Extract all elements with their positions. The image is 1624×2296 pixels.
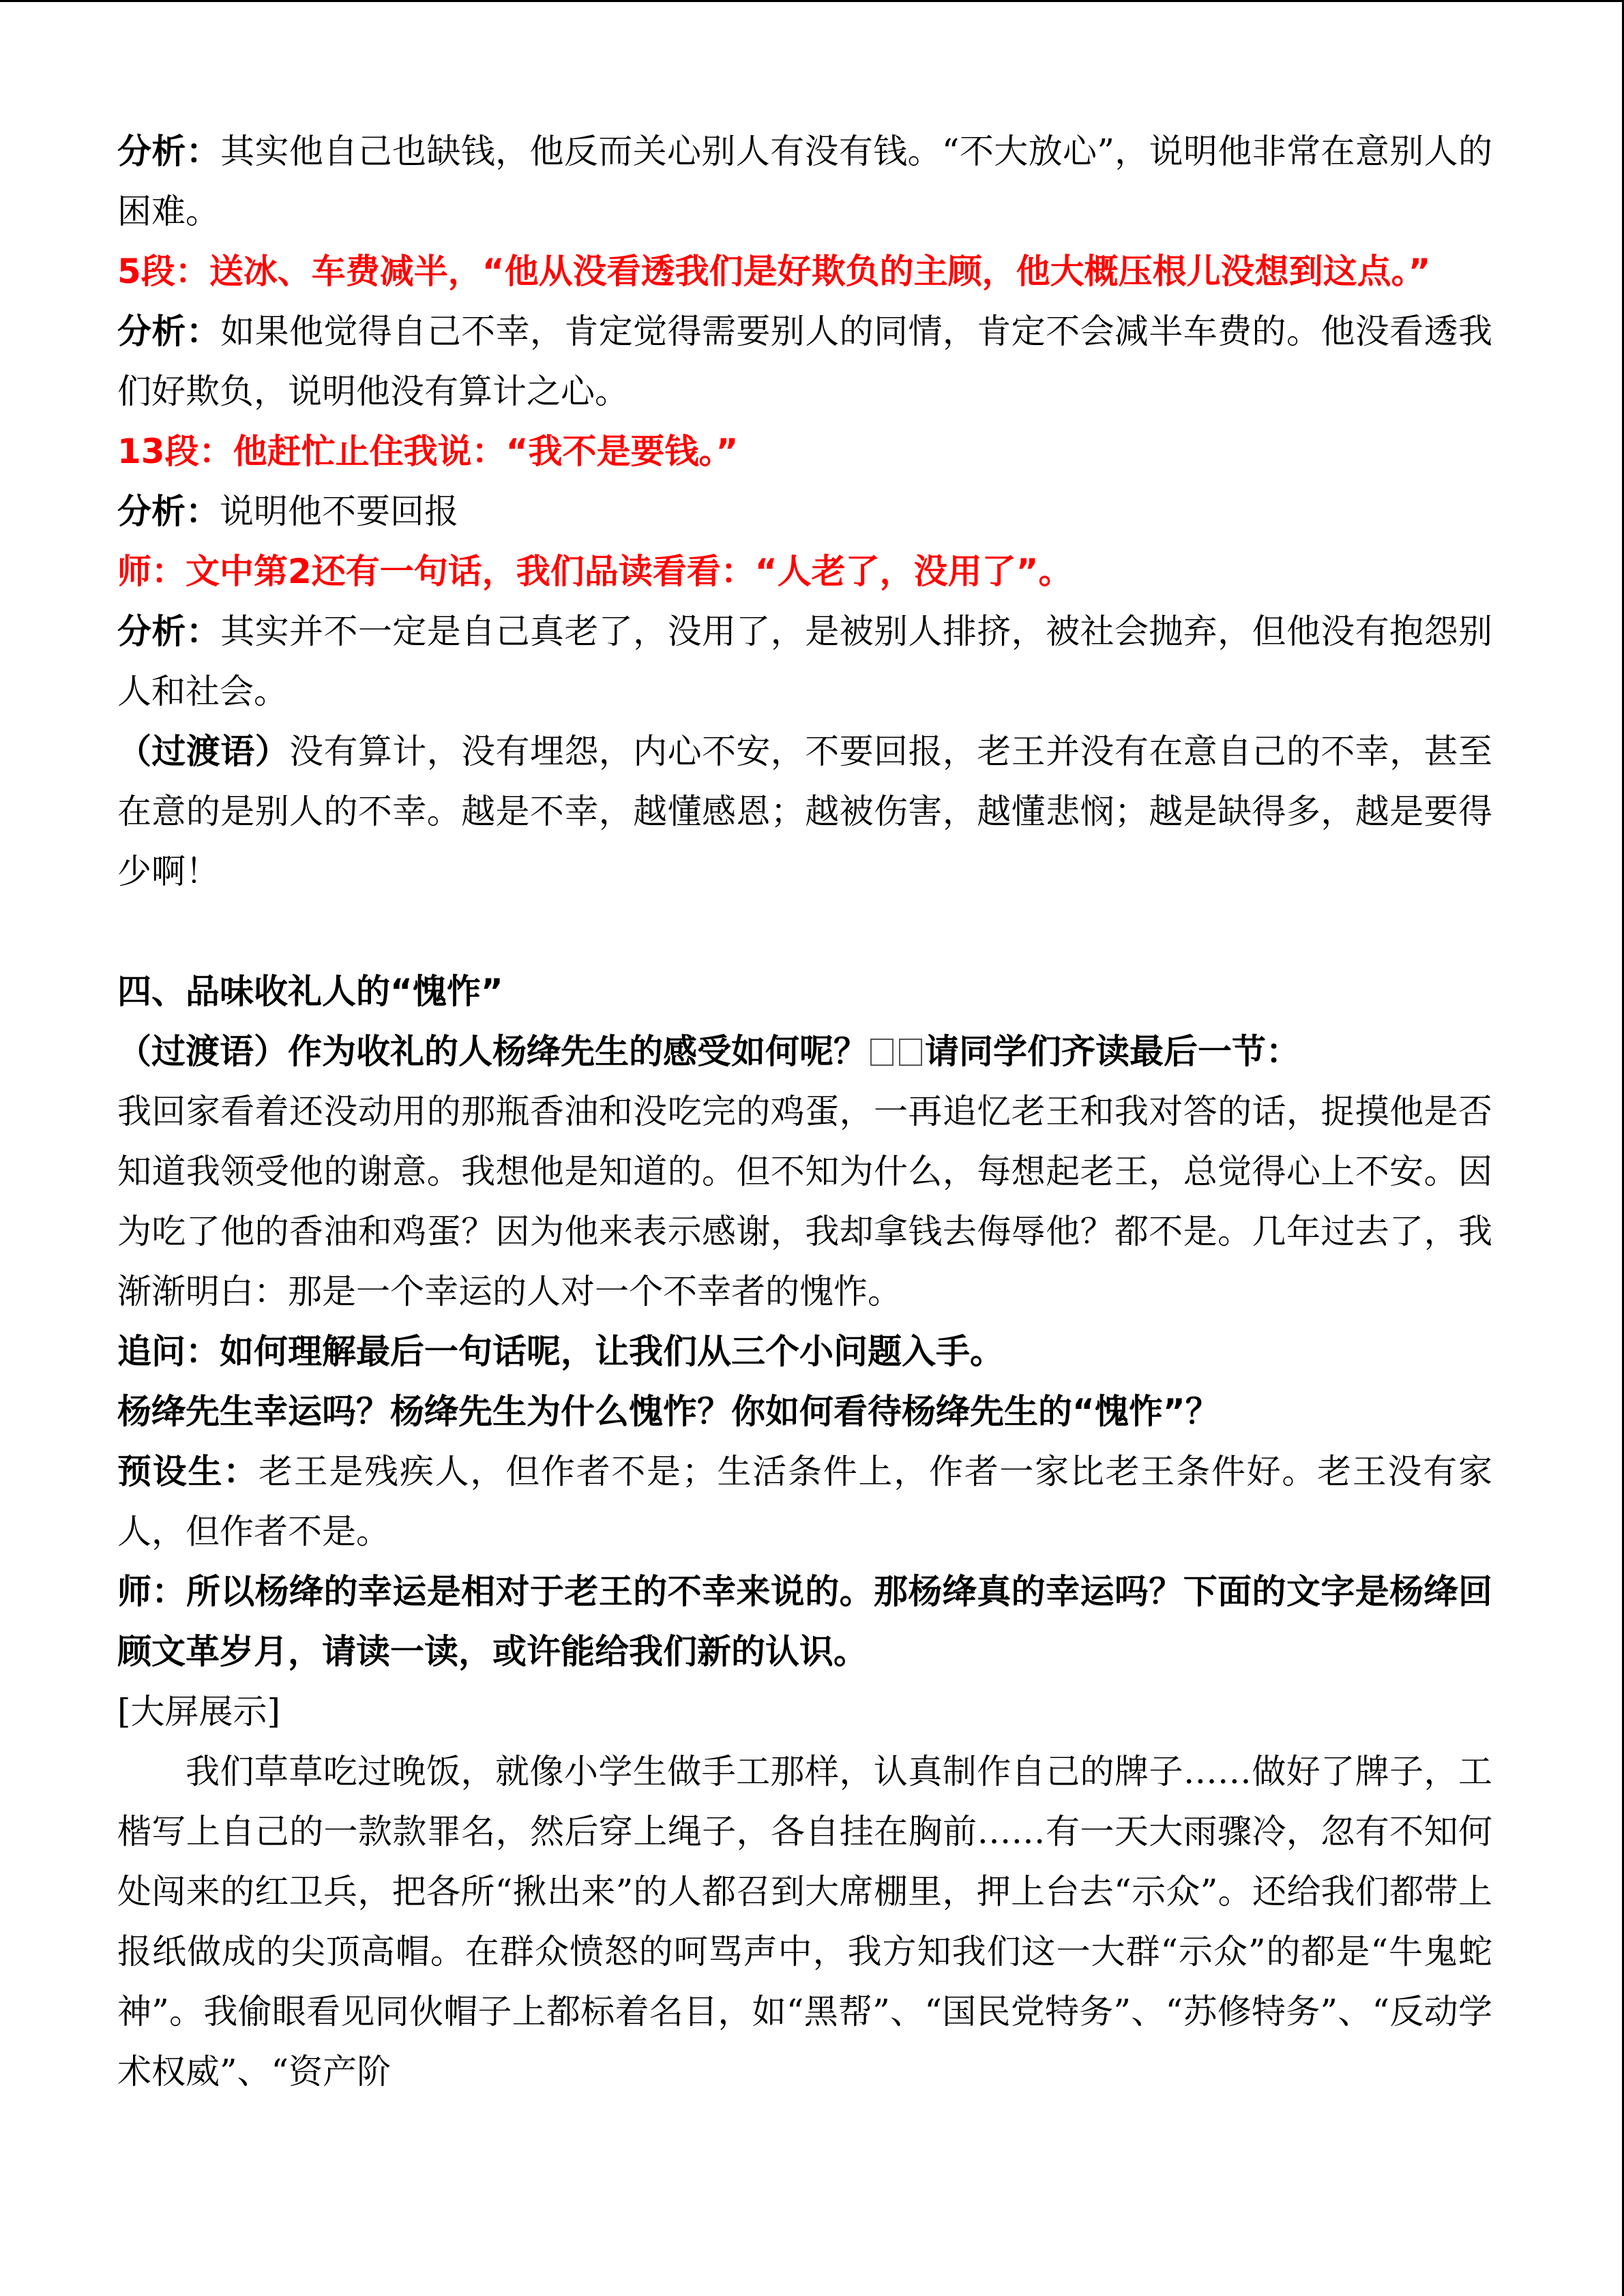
screen-display-label: [大屏展示] <box>117 1692 281 1731</box>
analysis-text: 其实他自己也缺钱，他反而关心别人有没有钱。“不大放心”，说明他非常在意别人的困难。 <box>117 132 1493 231</box>
teacher-statement: 师：所以杨绛的幸运是相对于老王的不幸来说的。那杨绛真的幸运吗？下面的文字是杨绛回顾文革岁月，请读一读，或许能给我们新的认识。 <box>117 1572 1492 1671</box>
quote-paragraph-5: 5段：送冰、车费减半，“他从没看透我们是好欺负的主顾，他大概压根儿没想到这点。” <box>117 252 1431 291</box>
follow-up-question: 追问：如何理解最后一句话呢，让我们从三个小问题入手。 <box>117 1332 1004 1371</box>
analysis-paragraph-3 <box>117 481 1492 541</box>
analysis-paragraph-4 <box>117 601 1492 721</box>
analysis-text: 其实并不一定是自己真老了，没用了，是被别人排挤，被社会抛弃，但他没有抱怨别人和社会。 <box>117 612 1493 711</box>
expected-answer-text: 老王是残疾人，但作者不是；生活条件上，作者一家比老王条件好。老王没有家人，但作者不是。 <box>117 1452 1493 1551</box>
analysis-label: 分析： <box>117 312 221 351</box>
transition-label: （过渡语） <box>117 732 290 771</box>
transition-text: 没有算计，没有埋怨，内心不安，不要回报，老王并没有在意自己的不幸，甚至在意的是别人的不幸。越是不幸，越懂感恩；越被伤害，越懂悲悯；越是缺得多，越是要得少啊！ <box>117 732 1493 891</box>
three-questions: 杨绛先生幸运吗？杨绛先生为什么愧怍？你如何看待杨绛先生的“愧怍”？ <box>117 1392 1220 1431</box>
section-heading-4: 四、品味收礼人的“愧怍” <box>117 972 503 1011</box>
excerpt-paragraph: 我回家看着还没动用的那瓶香油和没吃完的鸡蛋，一再追忆老王和我对答的话，捉摸他是否知道我领受他的谢意。我想他是知道的。但不知为什么，每想起老王，总觉得心上不安。因为吃了他的香油和鸡蛋？因为他来表示感谢，我却拿钱去侮辱他？都不是。几年过去了，我渐渐明白：那是一个幸运的人对一个不幸者的愧怍。 <box>117 1092 1492 1311</box>
quote-paragraph-13: 13段：他赶忙止住我说：“我不是要钱。” <box>117 432 739 471</box>
screen-display-text: 我们草草吃过晚饭，就像小学生做手工那样，认真制作自己的牌子……做好了牌子，工楷写上自己的一款款罪名，然后穿上绳子，各自挂在胸前……有一天大雨骤冷，忽有不知何处闯来的红卫兵，把各所“揪出来”的人都召到大席棚里，押上台去“示众”。还给我们都带上报纸做成的尖顶高帽。在群众愤怒的呵骂声中，我方知我们这一大群“示众”的都是“牛鬼蛇神”。我偷眼看见同伙帽子上都标着名目，如“黑帮”、“国民党特务”、“苏修特务”、“反动学术权威”、“资产阶 <box>117 1752 1492 2091</box>
missing-glyph-box-icon <box>870 1039 894 1066</box>
analysis-paragraph-1 <box>117 121 1492 241</box>
analysis-label: 分析： <box>117 612 221 651</box>
analysis-text: 如果他觉得自己不幸，肯定觉得需要别人的同情，肯定不会减半车费的。他没看透我们好欺负，说明他没有算计之心。 <box>117 312 1493 411</box>
analysis-text: 说明他不要回报 <box>220 492 458 531</box>
expected-answer-label: 预设生： <box>117 1452 259 1491</box>
missing-glyph-box-icon <box>899 1039 922 1066</box>
analysis-paragraph-2 <box>117 301 1492 421</box>
analysis-label: 分析： <box>117 132 221 171</box>
teacher-question: 师：文中第2还有一句话，我们品读看看：“人老了，没用了”。 <box>117 552 1073 591</box>
transition-paragraph <box>117 721 1492 901</box>
document-body <box>117 121 1492 2102</box>
transition-question <box>117 1022 1492 1082</box>
expected-answer <box>117 1442 1492 1562</box>
analysis-label: 分析： <box>117 492 220 531</box>
section-gap <box>117 901 1492 961</box>
transition-question-text: （过渡语）作为收礼的人杨绛先生的感受如何呢？ <box>117 1032 868 1071</box>
transition-question-text-2: 请同学们齐读最后一节： <box>925 1032 1300 1071</box>
